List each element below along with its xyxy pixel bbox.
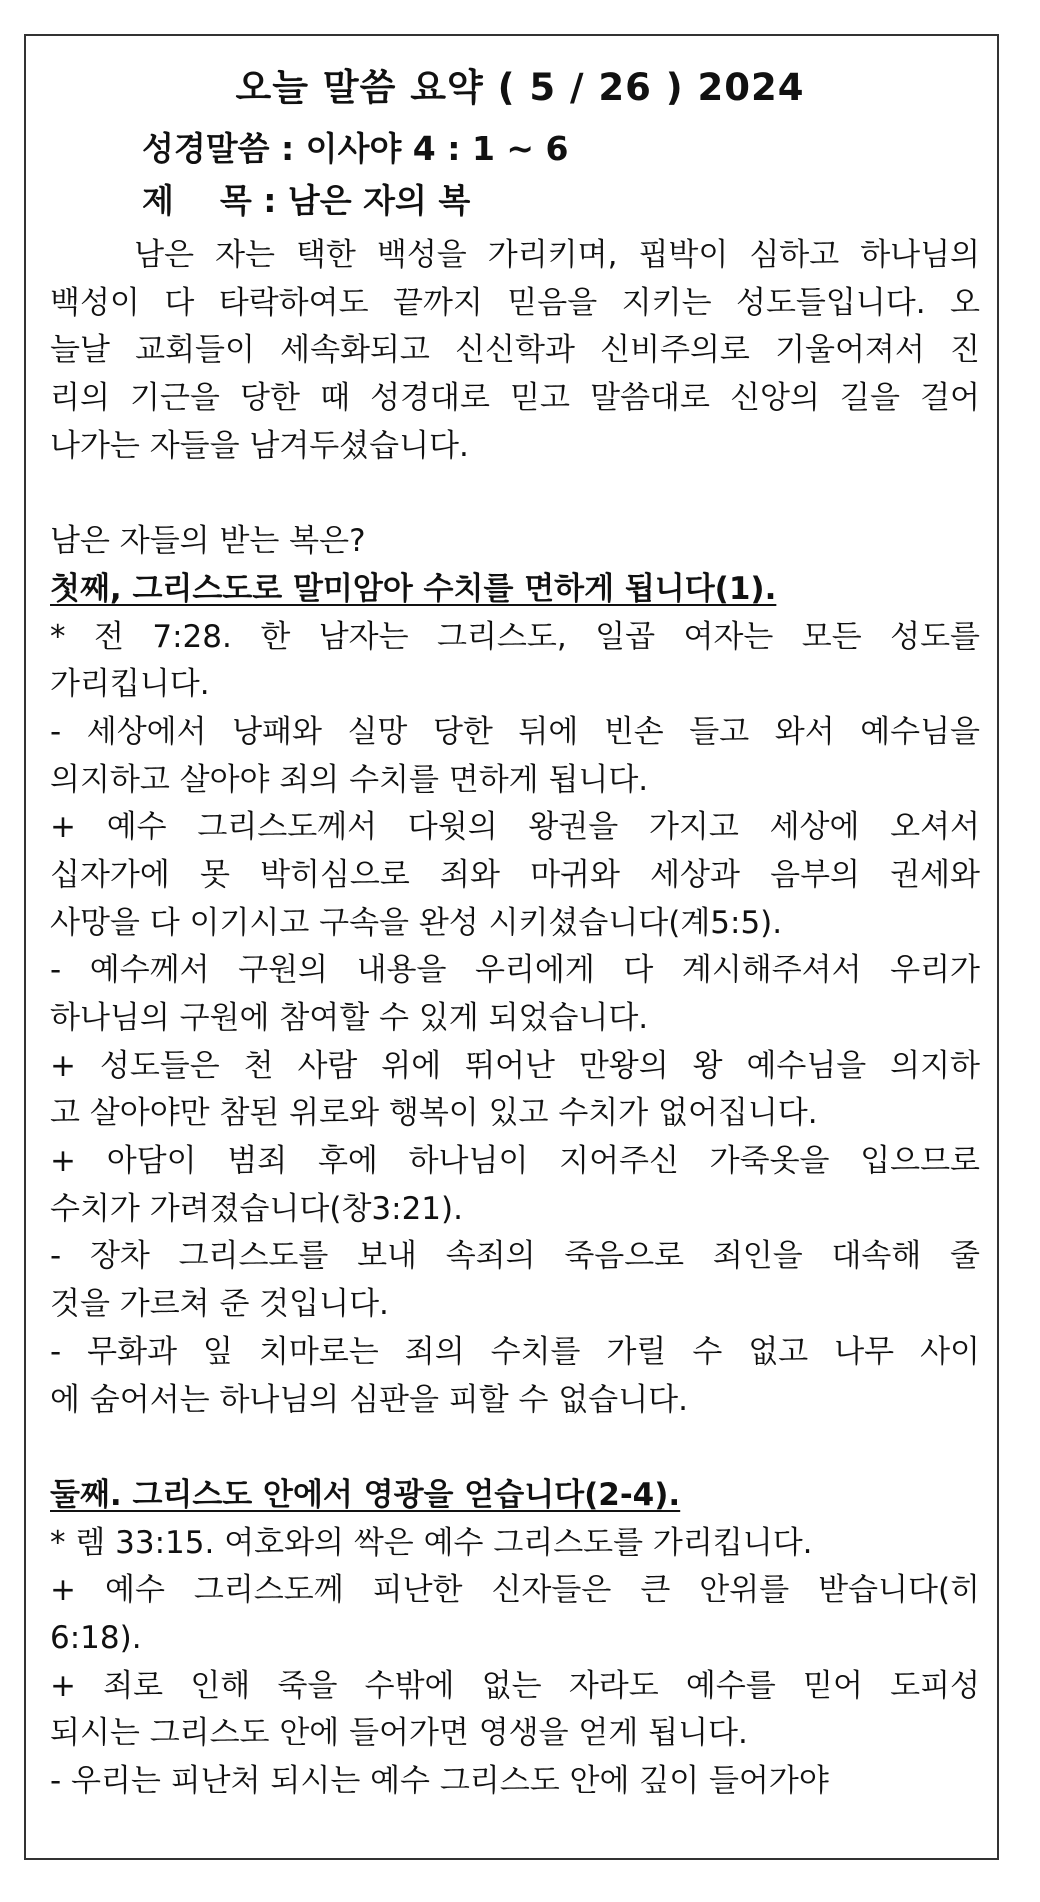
scripture-reference: 성경말씀 : 이사야 4 : 1 ~ 6 bbox=[142, 129, 569, 168]
spacer bbox=[50, 1424, 980, 1472]
question-line: 남은 자들의 받는 복은? bbox=[50, 523, 366, 560]
page-title: 오늘 말씀 요약 ( 5 / 26 ) 2024 bbox=[235, 66, 805, 109]
section2-line: + 죄로 인해 죽을 수밖에 없는 자라도 예수를 믿어 도피성 bbox=[50, 1667, 980, 1704]
section1-line: 수치가 가려졌습니다(창3:21). bbox=[50, 1190, 463, 1227]
section2-line: 6:18). bbox=[50, 1619, 142, 1656]
section1-line: 의지하고 살아야 죄의 수치를 면하게 됩니다. bbox=[50, 761, 649, 798]
intro-line: 남은 자는 택한 백성을 가리키며, 핍박이 심하고 하나님의 bbox=[50, 237, 980, 273]
section1-line: + 아담이 범죄 후에 하나님이 지어주신 가죽옷을 입으므로 bbox=[50, 1143, 980, 1180]
spacer bbox=[50, 470, 980, 518]
section1-line: 하나님의 구원에 참여할 수 있게 되었습니다. bbox=[50, 1000, 649, 1036]
sermon-body bbox=[50, 232, 980, 1806]
section1-line: 사망을 다 이기시고 구속을 완성 시키셨습니다(계5:5). bbox=[50, 904, 783, 941]
section1-line: 십자가에 못 박히심으로 죄와 마귀와 세상과 음부의 권세와 bbox=[50, 856, 980, 893]
section1-line: - 무화과 잎 치마로는 죄의 수치를 가릴 수 없고 나무 사이 bbox=[50, 1333, 980, 1370]
section2-line: * 렘 33:15. 여호와의 싹은 예수 그리스도를 가리킵니다. bbox=[50, 1524, 813, 1561]
section1-line: 에 숨어서는 하나님의 심판을 피할 수 없습니다. bbox=[50, 1381, 688, 1418]
section1-line: - 장차 그리스도를 보내 속죄의 죽음으로 죄인을 대속해 줄 bbox=[50, 1238, 980, 1275]
section2-heading: 둘째. 그리스도 안에서 영광을 얻습니다(2-4). bbox=[50, 1476, 681, 1513]
section1-heading: 첫째, 그리스도로 말미암아 수치를 면하게 됩니다(1). bbox=[50, 570, 777, 607]
section1-line: - 세상에서 낭패와 실망 당한 뒤에 빈손 들고 와서 예수님을 bbox=[50, 713, 980, 750]
intro-line: 늘날 교회들이 세속화되고 신신학과 신비주의로 기울어져서 진 bbox=[50, 332, 980, 369]
section2-line: + 예수 그리스도께 피난한 신자들은 큰 안위를 받습니다(히 bbox=[50, 1572, 980, 1609]
section1-line: 것을 가르쳐 준 것입니다. bbox=[50, 1286, 389, 1323]
section2-line: 되시는 그리스도 안에 들어가면 영생을 얻게 됩니다. bbox=[50, 1715, 748, 1752]
intro-line: 백성이 다 타락하여도 끝까지 믿음을 지키는 성도들입니다. 오 bbox=[50, 284, 980, 321]
section1-line: * 전 7:28. 한 남자는 그리스도, 일곱 여자는 모든 성도를 bbox=[50, 618, 980, 655]
section1-line: + 성도들은 천 사람 위에 뛰어난 만왕의 왕 예수님을 의지하 bbox=[50, 1047, 980, 1084]
intro-line: 리의 기근을 당한 때 성경대로 믿고 말씀대로 신앙의 길을 걸어 bbox=[50, 380, 980, 417]
intro-line: 나가는 자들을 남겨두셨습니다. bbox=[50, 427, 469, 464]
section1-line: - 예수께서 구원의 내용을 우리에게 다 계시해주셔서 우리가 bbox=[50, 952, 980, 989]
section1-line: 가리킵니다. bbox=[50, 666, 210, 703]
sermon-topic: 제 목 : 남은 자의 복 bbox=[142, 181, 471, 220]
section2-line: - 우리는 피난처 되시는 예수 그리스도 안에 깊이 들어가야 bbox=[50, 1763, 829, 1799]
section1-line: 고 살아야만 참된 위로와 행복이 있고 수치가 없어집니다. bbox=[50, 1095, 818, 1132]
section1-line: + 예수 그리스도께서 다윗의 왕권을 가지고 세상에 오셔서 bbox=[50, 809, 980, 846]
